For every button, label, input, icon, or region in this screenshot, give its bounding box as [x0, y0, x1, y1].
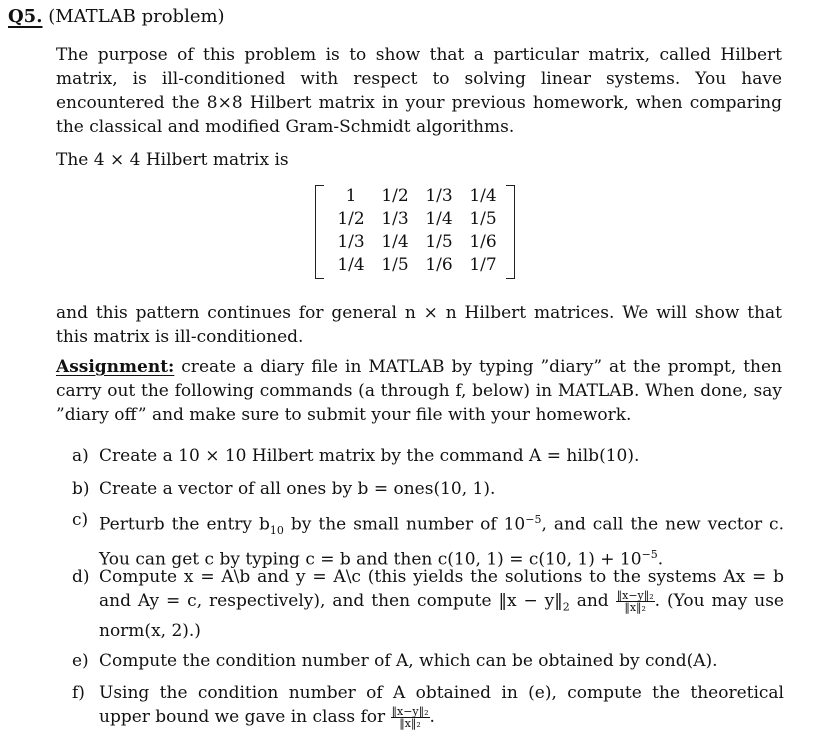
list-item-c	[72, 508, 784, 572]
matrix-left-bracket	[315, 185, 324, 279]
matrix-grid	[329, 185, 505, 277]
item-label: d)	[72, 567, 90, 587]
list-item-b	[72, 477, 784, 501]
matrix-cell: 1/4	[469, 186, 497, 206]
assignment-text: create a diary file in MATLAB by typing ”diary” at the prompt, then carry out the following commands (a through f, below) in MATLAB. When done, say ”diary off” and make sure to submit your file with your homework.	[56, 357, 782, 425]
intro-paragraph: The purpose of this problem is to show that a particular matrix, called Hilbert matrix, is ill-conditioned with respect to solving linear systems. You have encountered the 8×8 Hilbert matrix in your previous homework, when comparing the classical and modified Gram-Schmidt algorithms.	[56, 45, 782, 137]
matrix-intro: The 4 × 4 Hilbert matrix is	[56, 150, 289, 170]
list-item-d	[72, 565, 784, 643]
item-label: e)	[72, 651, 89, 671]
item-text: Create a 10 × 10 Hilbert matrix by the command A = hilb(10).	[99, 446, 640, 466]
question-title: (MATLAB problem)	[48, 6, 225, 27]
matrix-cell: 1/2	[337, 209, 365, 229]
list-item-f	[72, 681, 784, 729]
item-text: Compute the condition number of A, which can be obtained by cond(A).	[99, 651, 718, 671]
relative-error-fraction: $\frac{\text{‖x−y‖₂}}{\text{‖x‖₂}}$	[391, 705, 429, 730]
assignment-label: Assignment:	[56, 357, 175, 377]
matrix-cell: 1/4	[425, 209, 453, 229]
matrix-cell: 1/3	[337, 232, 365, 252]
list-item-e	[72, 649, 784, 673]
matrix-cell: 1/4	[337, 255, 365, 275]
assignment-paragraph	[56, 355, 782, 427]
matrix-cell: 1/2	[381, 186, 409, 206]
hilbert-matrix	[315, 185, 515, 281]
task-list	[72, 444, 784, 740]
item-text: Perturb the entry $b_{10}$ by the small number of $10^{-5}$, and call the new vector c. You can get c by typing c = b and then c(10, 1) = c(10, $1) + 10^{-5}$.	[99, 513, 784, 570]
matrix-cell: 1/7	[469, 255, 497, 275]
item-text: Compute x = A\b and y = A\c (this yields the solutions to the systems Ax = b and Ay = c, respectively), and then compute ‖x − $y‖_2$ and $\frac{\text{‖x−y‖₂}}{\text{‖x‖₂}}$ . (You may use norm(x, 2).)	[99, 567, 784, 642]
matrix-cell: 1/3	[381, 209, 409, 229]
list-item-a	[72, 444, 784, 468]
item-label: a)	[72, 446, 89, 466]
matrix-cell: 1/5	[381, 255, 409, 275]
item-label: b)	[72, 479, 90, 499]
matrix-cell: 1	[345, 186, 357, 206]
item-text: Create a vector of all ones by b = ones(10, 1).	[99, 479, 496, 499]
matrix-cell: 1/6	[425, 255, 453, 275]
item-label: f)	[72, 683, 85, 703]
question-number: Q5.	[8, 6, 43, 27]
item-label: c)	[72, 510, 89, 530]
matrix-cell: 1/6	[469, 232, 497, 252]
matrix-cell: 1/4	[381, 232, 409, 252]
item-text: Using the condition number of A obtained in (e), compute the theoretical upper bound we gave in class for $\frac{\text{‖x−y‖₂}}{\text{‖x‖₂}}$ .	[99, 683, 784, 730]
matrix-cell: 1/3	[425, 186, 453, 206]
pattern-paragraph: and this pattern continues for general n × n Hilbert matrices. We will show that this matrix is ill-conditioned.	[56, 303, 782, 347]
matrix-cell: 1/5	[469, 209, 497, 229]
relative-error-fraction: $\frac{\text{‖x−y‖₂}}{\text{‖x‖₂}}$	[616, 589, 654, 614]
matrix-cell: 1/5	[425, 232, 453, 252]
question-header	[8, 6, 225, 27]
matrix-right-bracket	[506, 185, 515, 279]
